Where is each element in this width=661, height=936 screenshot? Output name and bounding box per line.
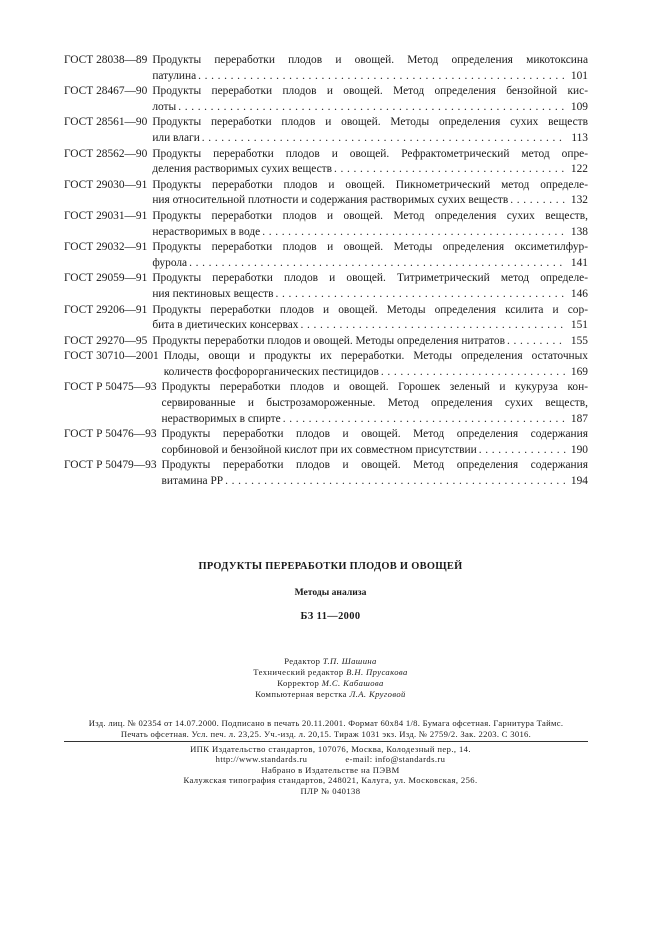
toc-leader-line <box>152 162 588 178</box>
license-number: ПЛР № 040138 <box>300 785 361 796</box>
credit-person: М.С. Кабашова <box>321 678 384 688</box>
credit-person: Т.П. Шашина <box>322 656 377 666</box>
page-number: 190 <box>570 443 588 456</box>
toc-title-end: или влаги <box>152 131 200 144</box>
toc-entry <box>64 209 588 240</box>
standard-code: ГОСТ 29031—91 <box>64 209 148 222</box>
standard-code: ГОСТ Р 50479—93 <box>64 459 157 472</box>
dot-leader <box>189 256 566 272</box>
toc-entry <box>64 349 588 380</box>
credit-layout <box>0 689 661 700</box>
toc-title-end: нерастворимых в воде <box>152 225 261 238</box>
toc-entry <box>64 458 588 489</box>
toc-title-end: лоты <box>152 100 177 113</box>
divider <box>64 741 588 742</box>
publication-line-1: Изд. лиц. № 02354 от 14.07.2000. Подписано в печать 20.11.2001. Формат 60x84 1/8. Бумага офсетная. Гарнитура Таймс. <box>88 718 564 728</box>
page-number: 138 <box>570 225 588 238</box>
page-number: 109 <box>570 100 588 113</box>
toc-title-line: Продукты переработки плодов и овощей. Метод определения бензойной кис- <box>152 85 588 98</box>
toc-entry-body <box>162 380 588 427</box>
publisher-website: http://www.standards.ru <box>215 754 308 765</box>
standard-code: ГОСТ 29059—91 <box>64 272 148 285</box>
toc-title-line: Продукты переработки плодов и овощей. Методы определения сухих веществ <box>152 116 588 129</box>
dot-leader <box>275 287 566 303</box>
dot-leader <box>300 318 566 334</box>
dot-leader <box>262 225 566 241</box>
toc-title-end: витамина PP <box>161 475 224 488</box>
credit-editor <box>0 656 661 667</box>
toc-title-end: нерастворимых в спирте <box>161 412 281 425</box>
page-number: 113 <box>571 131 588 144</box>
toc-leader-line <box>152 287 588 303</box>
toc-leader-line <box>152 69 588 85</box>
toc-entry-body <box>152 147 588 178</box>
standard-code: ГОСТ 29032—91 <box>64 241 148 254</box>
dot-leader <box>479 443 566 459</box>
toc-leader-line <box>152 225 588 241</box>
credit-label: Компьютерная верстка <box>255 689 347 699</box>
toc-entry-body <box>152 334 588 350</box>
toc-title-end: ния относительной плотности и содержания растворимых сухих веществ <box>152 194 509 207</box>
toc-leader-line <box>152 318 588 334</box>
standard-code: ГОСТ Р 50475—93 <box>64 381 157 394</box>
standard-code: ГОСТ 28038—89 <box>64 54 148 66</box>
toc-entry <box>64 115 588 146</box>
toc-entry-body <box>152 240 588 271</box>
toc-entry <box>64 334 588 350</box>
toc-title-line: Продукты переработки плодов и овощей. Рефрактометрический метод опре- <box>152 147 588 160</box>
toc-title-line: Продукты переработки плодов и овощей. Метод определения содержания <box>161 428 588 441</box>
toc-leader-line <box>152 256 588 272</box>
dot-leader <box>507 334 566 350</box>
toc-entry <box>64 53 588 84</box>
toc-title-line: Плоды, овощи и продукты их переработки. Методы определения остаточных <box>163 350 588 363</box>
standard-code: ГОСТ 29206—91 <box>64 303 148 316</box>
toc-entry-body <box>152 178 588 209</box>
toc-entry-body <box>162 427 588 458</box>
standard-code: ГОСТ Р 50476—93 <box>64 428 157 441</box>
credit-label: Корректор <box>277 678 320 688</box>
dot-leader <box>510 193 566 209</box>
standard-code: ГОСТ 28467—90 <box>64 85 148 98</box>
toc-title-line: Продукты переработки плодов и овощей. Пикнометрический метод определе- <box>152 178 588 191</box>
toc-entry <box>64 178 588 209</box>
toc-entry-body <box>152 303 588 334</box>
publisher-footer <box>0 744 661 796</box>
publisher-contacts <box>0 754 661 764</box>
credit-person: Л.А. Круговой <box>349 689 406 699</box>
page-number: 122 <box>570 163 588 176</box>
collection-number: БЗ 11—2000 <box>300 611 361 622</box>
toc-title-end: сорбиновой и бензойной кислот при их совместном присутствии <box>161 443 477 456</box>
toc-entry-body <box>152 115 588 146</box>
toc-entry <box>64 84 588 115</box>
toc-entry-body <box>152 84 588 115</box>
dot-leader <box>381 365 566 381</box>
toc-leader-line <box>162 443 588 459</box>
dot-leader <box>283 412 566 428</box>
document-title: ПРОДУКТЫ ПЕРЕРАБОТКИ ПЛОДОВ И ОВОЩЕЙ <box>198 561 463 572</box>
toc-leader-line <box>164 365 588 381</box>
toc-title-end: ния пектиновых веществ <box>152 287 274 300</box>
page-number: 132 <box>570 194 588 207</box>
publication-line-2: Печать офсетная. Усл. печ. л. 23,25. Уч.-изд. л. 20,15. Тираж 1031 экз. Изд. № 2759/2. Зак. 2203. С 3016. <box>120 729 532 739</box>
toc-entry-body <box>152 53 588 84</box>
standard-code: ГОСТ 30710—2001 <box>64 350 159 363</box>
toc-leader-line <box>152 100 588 116</box>
dot-leader <box>202 131 566 147</box>
credit-tech-editor <box>0 667 661 678</box>
toc-title-line: Продукты переработки плодов и овощей. Метод определения сухих веществ, <box>152 209 588 222</box>
dot-leader <box>334 162 566 178</box>
toc-title-end: патулина <box>152 69 197 82</box>
toc-title-end: деления растворимых сухих веществ <box>152 163 332 176</box>
standard-code: ГОСТ 28561—90 <box>64 116 148 129</box>
dot-leader <box>225 474 566 490</box>
toc-entry <box>64 240 588 271</box>
typeset-note: Набрано в Издательстве на ПЭВМ <box>261 764 400 775</box>
toc-title-line: сервированные и быстрозамороженные. Метод определения сухих веществ, <box>161 397 588 410</box>
document-subtitle: Методы анализа <box>294 587 367 598</box>
toc-entry-body <box>152 209 588 240</box>
standard-code: ГОСТ 28562—90 <box>64 147 148 160</box>
page-number: 146 <box>570 287 588 300</box>
publisher-email: e-mail: info@standards.ru <box>345 754 446 765</box>
toc-title-line: Продукты переработки плодов и овощей. Методы определения оксиметилфур- <box>152 241 588 254</box>
toc-leader-line <box>152 334 588 350</box>
toc-leader-line <box>152 131 588 147</box>
toc-title-line: Продукты переработки плодов и овощей. Метод определения содержания <box>161 459 588 472</box>
standard-code: ГОСТ 29030—91 <box>64 178 148 191</box>
publisher-address: ИПК Издательство стандартов, 107076, Москва, Колодезный пер., 14. <box>190 744 471 754</box>
toc-title-end: бита в диетических консервах <box>152 319 299 332</box>
page-number: 187 <box>570 412 588 425</box>
credit-label: Редактор <box>284 656 321 666</box>
printer-address: Калужская типография стандартов, 248021, Калуга, ул. Московская, 256. <box>183 775 478 786</box>
toc-title-line: Продукты переработки плодов и овощей. Метод определения микотоксина <box>152 54 588 66</box>
toc-entry-body <box>162 458 588 489</box>
page-number: 141 <box>570 256 588 269</box>
toc-entry <box>64 147 588 178</box>
toc-entry-body <box>152 271 588 302</box>
toc-entry <box>64 380 588 427</box>
toc-leader-line <box>152 193 588 209</box>
page-number: 151 <box>570 319 588 332</box>
toc-leader-line <box>162 474 588 490</box>
toc-entry <box>64 271 588 302</box>
toc-leader-line <box>162 412 588 428</box>
toc-title-end: количеств фосфорорганических пестицидов <box>163 365 379 378</box>
toc-title-end: Продукты переработки плодов и овощей. Методы определения нитратов <box>152 334 505 347</box>
page-number: 101 <box>570 69 588 82</box>
dot-leader <box>198 69 566 85</box>
credit-label: Технический редактор <box>253 667 344 677</box>
toc-title-line: Продукты переработки плодов и овощей. Титриметрический метод определе- <box>152 272 588 285</box>
dot-leader <box>178 100 566 116</box>
table-of-contents <box>64 53 588 490</box>
toc-entry <box>64 303 588 334</box>
page-number: 169 <box>570 365 588 378</box>
page-number: 194 <box>570 475 588 488</box>
page-number: 155 <box>570 334 588 347</box>
toc-title-end: фурола <box>152 256 188 269</box>
toc-entry-body <box>164 349 588 380</box>
toc-entry <box>64 427 588 458</box>
credit-person: В.Н. Прусакова <box>346 667 408 677</box>
toc-title-line: Продукты переработки плодов и овощей. Горошек зеленый и кукуруза кон- <box>161 381 588 394</box>
toc-title-line: Продукты переработки плодов и овощей. Методы определения ксилита и сор- <box>152 303 588 316</box>
standard-code: ГОСТ 29270—95 <box>64 334 148 347</box>
credit-proofreader <box>0 678 661 689</box>
